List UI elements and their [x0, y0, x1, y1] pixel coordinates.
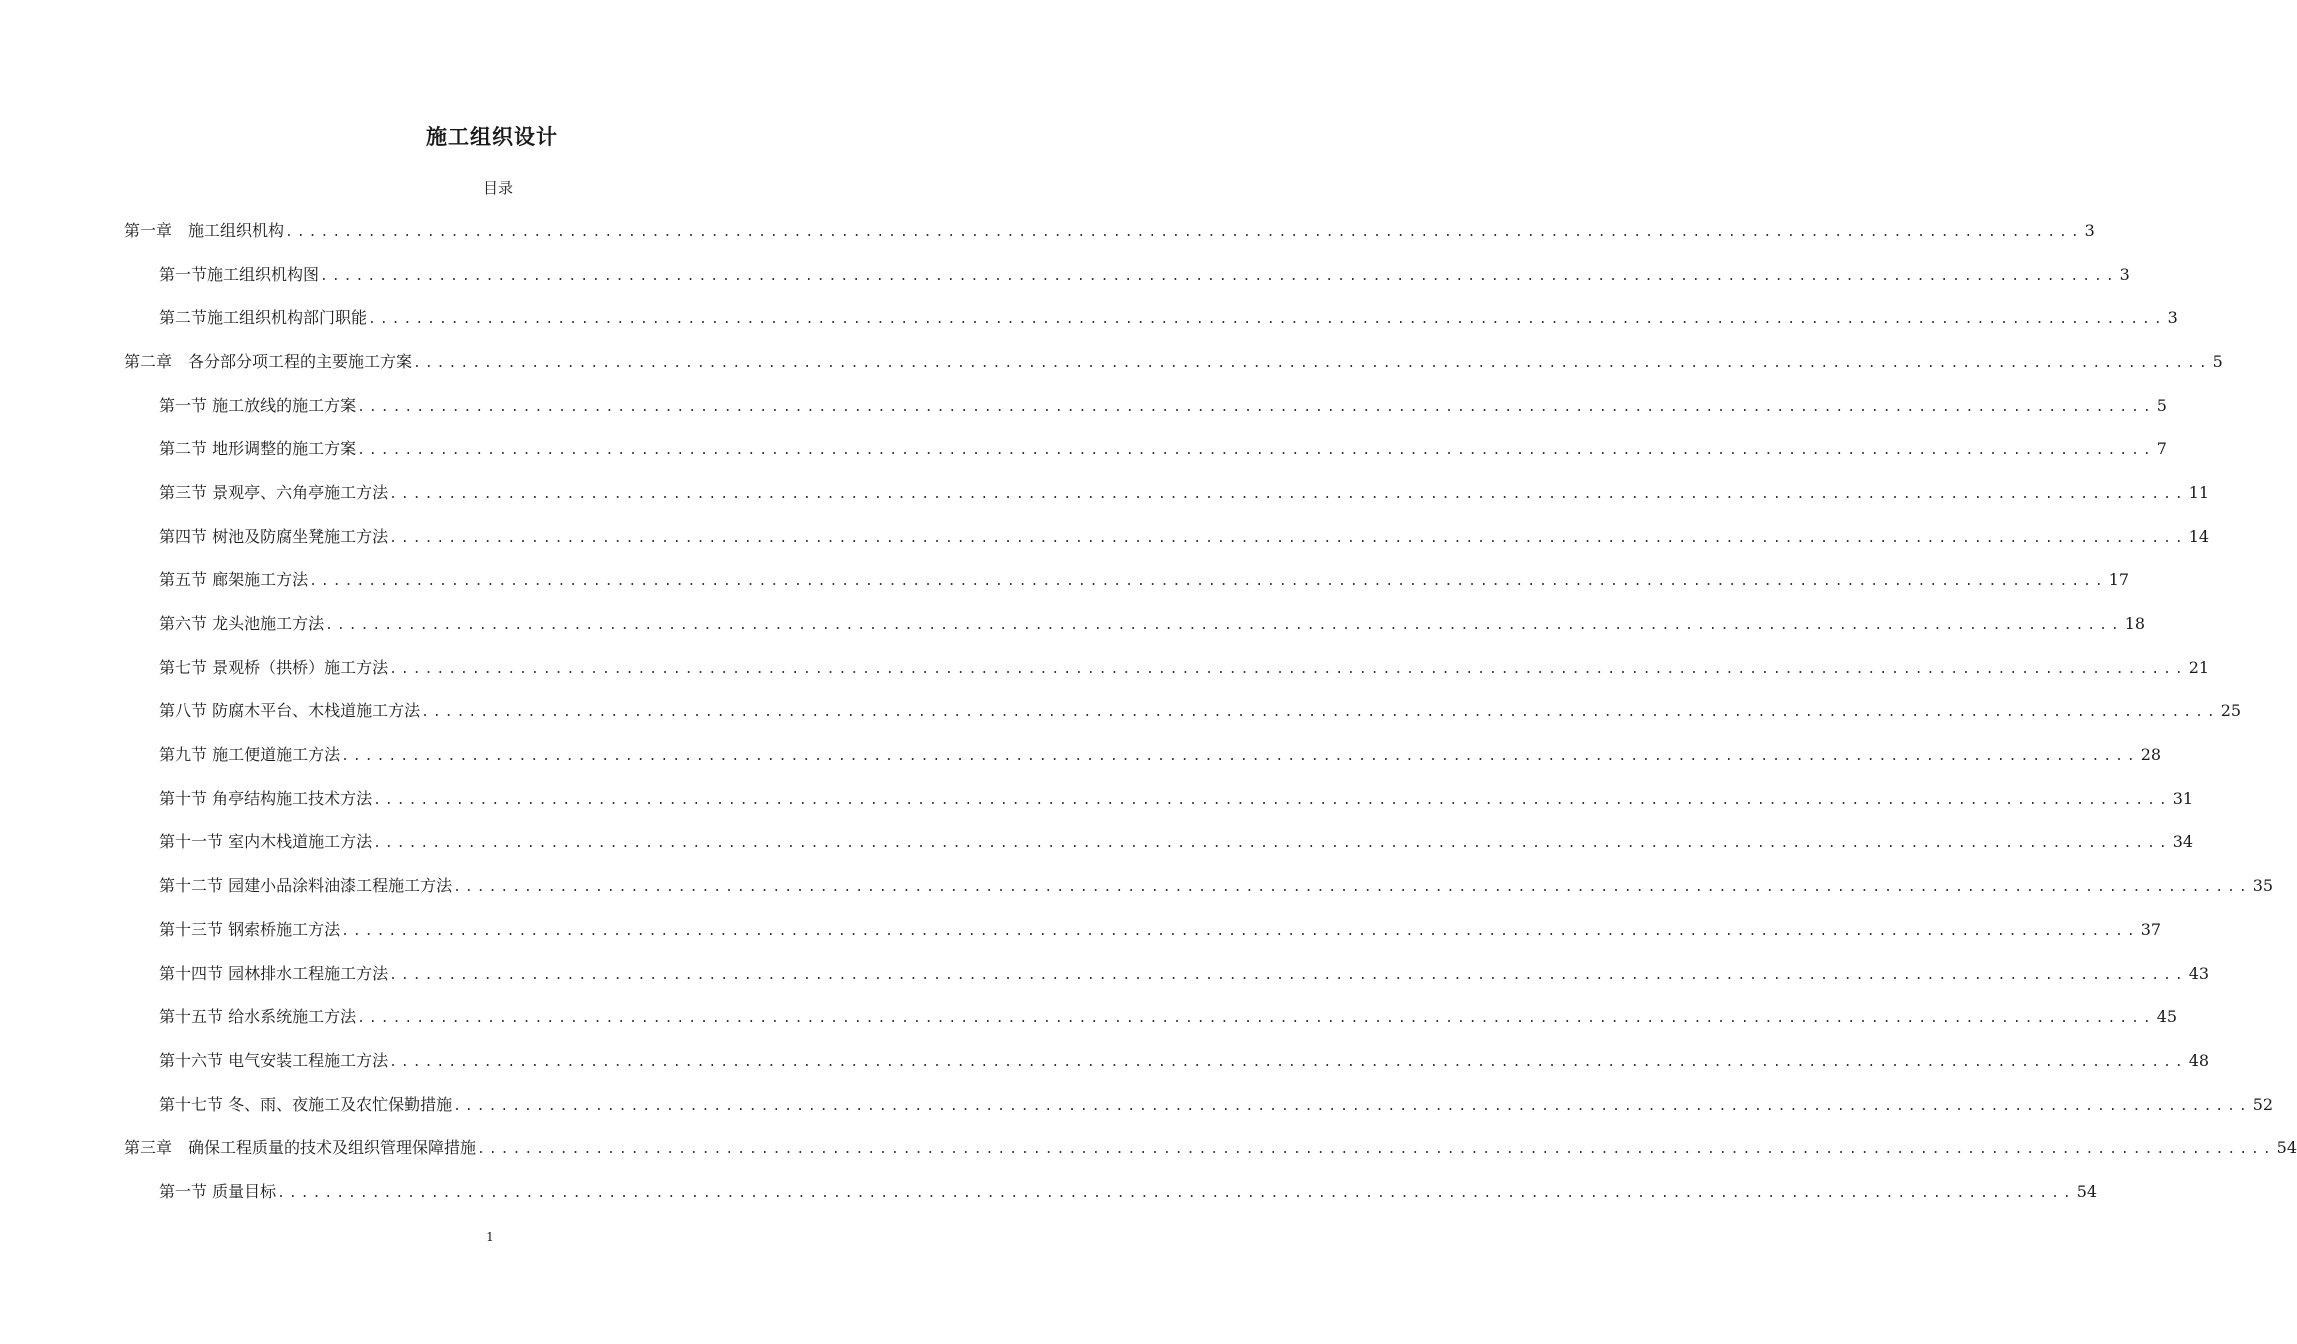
- toc-entry[interactable]: [159, 305, 2178, 329]
- toc-dot-leader: ........................................................................................................................................................: [357, 1011, 2155, 1026]
- toc-entry[interactable]: [159, 698, 2242, 722]
- toc-dot-leader: ........................................................................................................................................................: [389, 968, 2187, 983]
- toc-entry-page: 31: [2172, 789, 2194, 808]
- toc-entry-page: 11: [2188, 483, 2210, 502]
- toc-entry-label: 第一章 施工组织机构: [124, 221, 285, 240]
- toc-entry-page: 54: [2076, 1182, 2098, 1201]
- toc-entry-page: 5: [2156, 396, 2167, 415]
- toc-entry-label: 第一节 施工放线的施工方案: [159, 396, 357, 415]
- toc-dot-leader: ........................................................................................................................................................: [357, 443, 2155, 458]
- toc-dot-leader: ........................................................................................................................................................: [320, 269, 2118, 284]
- toc-entry-label: 第一节 质量目标: [159, 1182, 277, 1201]
- toc-entry-page: 25: [2220, 701, 2242, 720]
- toc-entry-page: 48: [2188, 1051, 2210, 1070]
- toc-dot-leader: ........................................................................................................................................................: [341, 749, 2139, 764]
- toc-dot-leader: ........................................................................................................................................................: [389, 1055, 2187, 1070]
- toc-entry-page: 14: [2188, 527, 2210, 546]
- toc-dot-leader: ........................................................................................................................................................: [341, 924, 2139, 939]
- toc-entry[interactable]: [159, 742, 2162, 766]
- toc-entry[interactable]: [159, 961, 2210, 985]
- toc-entry-page: 5: [2212, 352, 2223, 371]
- toc-entry-label: 第三节 景观亭、六角亭施工方法: [159, 483, 389, 502]
- toc-entry[interactable]: [159, 873, 2274, 897]
- toc-dot-leader: ........................................................................................................................................................: [325, 618, 2123, 633]
- toc-entry-page: 3: [2119, 265, 2130, 284]
- toc-entry[interactable]: [124, 1135, 2297, 1159]
- toc-entry[interactable]: [159, 436, 2167, 460]
- toc-entry[interactable]: [159, 1048, 2210, 1072]
- toc-entry-label: 第六节 龙头池施工方法: [159, 614, 325, 633]
- toc-entry-page: 34: [2172, 832, 2194, 851]
- toc-dot-leader: ........................................................................................................................................................: [309, 574, 2107, 589]
- toc-entry[interactable]: [159, 480, 2210, 504]
- toc-dot-leader: ........................................................................................................................................................: [477, 1142, 2275, 1157]
- toc-dot-leader: ........................................................................................................................................................: [373, 793, 2171, 808]
- toc-entry[interactable]: [124, 218, 2095, 242]
- toc-entry[interactable]: [159, 1092, 2274, 1116]
- toc-entry[interactable]: [159, 567, 2130, 591]
- toc-dot-leader: ........................................................................................................................................................: [453, 1099, 2251, 1114]
- toc-heading: 目录: [482, 179, 513, 197]
- toc-entry-label: 第十二节 园建小品涂料油漆工程施工方法: [159, 876, 453, 895]
- toc-entry-label: 第四节 树池及防腐坐凳施工方法: [159, 527, 389, 546]
- toc-entry-label: 第十三节 钢索桥施工方法: [159, 920, 341, 939]
- toc-dot-leader: ........................................................................................................................................................: [413, 356, 2211, 371]
- toc-dot-leader: ........................................................................................................................................................: [285, 225, 2083, 240]
- toc-entry-page: 17: [2108, 570, 2130, 589]
- toc-entry-label: 第二节施工组织机构部门职能: [159, 308, 368, 327]
- toc-entry-label: 第一节施工组织机构图: [159, 265, 320, 284]
- toc-dot-leader: ........................................................................................................................................................: [389, 662, 2187, 677]
- toc-entry-label: 第七节 景观桥（拱桥）施工方法: [159, 658, 389, 677]
- toc-entry[interactable]: [159, 655, 2210, 679]
- toc-entry-page: 3: [2167, 308, 2178, 327]
- toc-entry[interactable]: [159, 262, 2130, 286]
- toc-entry[interactable]: [159, 786, 2194, 810]
- toc-dot-leader: ........................................................................................................................................................: [389, 531, 2187, 546]
- toc-entry-label: 第二节 地形调整的施工方案: [159, 439, 357, 458]
- toc-entry-label: 第十五节 给水系统施工方法: [159, 1007, 357, 1026]
- toc-entry-page: 43: [2188, 964, 2210, 983]
- toc-entry-page: 37: [2140, 920, 2162, 939]
- document-title: 施工组织设计: [426, 124, 558, 149]
- toc-entry-label: 第十六节 电气安装工程施工方法: [159, 1051, 389, 1070]
- toc-entry-page: 52: [2252, 1095, 2274, 1114]
- toc-entry-page: 21: [2188, 658, 2210, 677]
- page-number: 1: [486, 1230, 494, 1244]
- toc-dot-leader: ........................................................................................................................................................: [368, 312, 2166, 327]
- toc-entry[interactable]: [159, 611, 2146, 635]
- toc-entry[interactable]: [159, 829, 2194, 853]
- toc-entry[interactable]: [159, 524, 2210, 548]
- toc-entry[interactable]: [159, 1179, 2098, 1203]
- toc-entry[interactable]: [124, 349, 2223, 373]
- toc-entry[interactable]: [159, 1004, 2178, 1028]
- toc-dot-leader: ........................................................................................................................................................: [373, 836, 2171, 851]
- toc-entry[interactable]: [159, 393, 2167, 417]
- toc-entry-page: 3: [2084, 221, 2095, 240]
- toc-dot-leader: ........................................................................................................................................................: [357, 400, 2155, 415]
- toc-entry-label: 第五节 廊架施工方法: [159, 570, 309, 589]
- toc-dot-leader: ........................................................................................................................................................: [421, 705, 2219, 720]
- toc-dot-leader: ........................................................................................................................................................: [453, 880, 2251, 895]
- toc-dot-leader: ........................................................................................................................................................: [277, 1186, 2075, 1201]
- toc-entry-label: 第十七节 冬、雨、夜施工及农忙保勤措施: [159, 1095, 453, 1114]
- toc-entry-label: 第九节 施工便道施工方法: [159, 745, 341, 764]
- toc-entry-label: 第三章 确保工程质量的技术及组织管理保障措施: [124, 1138, 477, 1157]
- toc-entry-page: 7: [2156, 439, 2167, 458]
- toc-entry-page: 35: [2252, 876, 2274, 895]
- toc-entry-label: 第十四节 园林排水工程施工方法: [159, 964, 389, 983]
- toc-dot-leader: ........................................................................................................................................................: [389, 487, 2187, 502]
- toc-entry-label: 第二章 各分部分项工程的主要施工方案: [124, 352, 413, 371]
- toc-entry-label: 第八节 防腐木平台、木栈道施工方法: [159, 701, 421, 720]
- toc-entry-page: 18: [2124, 614, 2146, 633]
- toc-entry[interactable]: [159, 917, 2162, 941]
- toc-entry-label: 第十节 角亭结构施工技术方法: [159, 789, 373, 808]
- toc-entry-page: 28: [2140, 745, 2162, 764]
- toc-entry-label: 第十一节 室内木栈道施工方法: [159, 832, 373, 851]
- toc-entry-page: 45: [2156, 1007, 2178, 1026]
- toc-entry-page: 54: [2276, 1138, 2297, 1157]
